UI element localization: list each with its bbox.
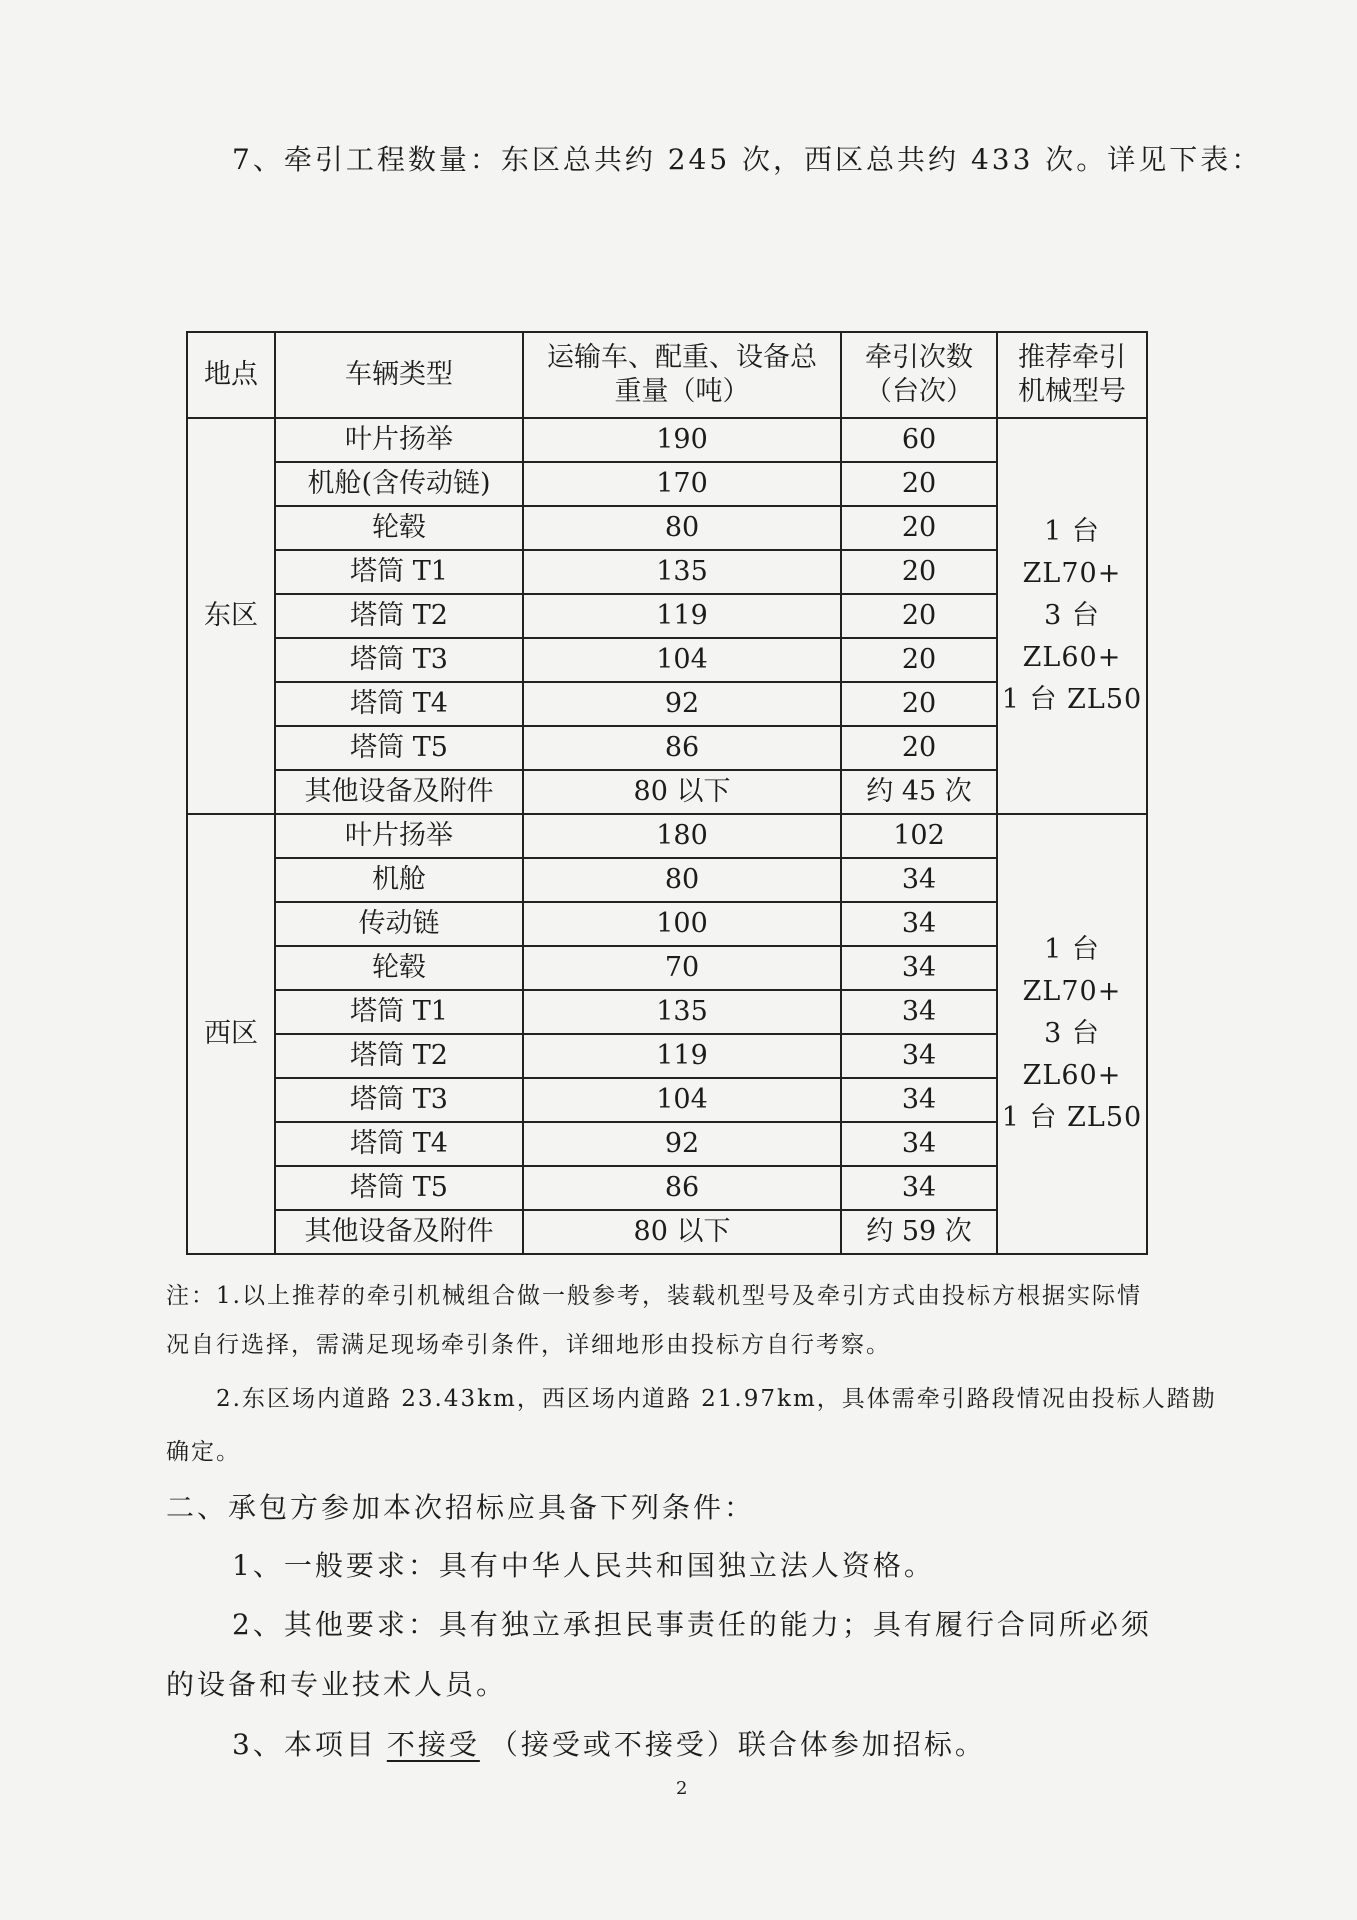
requirement-2-line-1: 2、其他要求：具有独立承担民事责任的能力；具有履行合同所必须 [232, 1608, 1152, 1641]
header-location: 地点 [187, 332, 275, 418]
header-vehicle-type: 车辆类型 [275, 332, 523, 418]
traction-count: 34 [841, 1034, 997, 1078]
vehicle-type: 传动链 [275, 902, 523, 946]
total-weight: 170 [523, 462, 841, 506]
traction-count: 34 [841, 1078, 997, 1122]
machine-line: 1 台 ZL50 [1001, 683, 1143, 715]
total-weight: 190 [523, 418, 841, 462]
vehicle-type: 机舱 [275, 858, 523, 902]
traction-count: 34 [841, 1166, 997, 1210]
machine-line: 3 台 ZL60+ [1022, 600, 1122, 673]
total-weight: 135 [523, 990, 841, 1034]
note-2-line-1: 2.东区场内道路 23.43km，西区场内道路 21.97km，具体需牵引路段情况由投标人踏勘 [216, 1386, 1217, 1412]
vehicle-type: 轮毂 [275, 946, 523, 990]
total-weight: 100 [523, 902, 841, 946]
vehicle-type: 塔筒 T5 [275, 726, 523, 770]
traction-count: 20 [841, 638, 997, 682]
total-weight: 80 [523, 858, 841, 902]
consortium-fill-in: 不接受 [386, 1728, 480, 1761]
section-2-title: 二、承包方参加本次招标应具备下列条件： [166, 1491, 756, 1524]
requirement-1: 1、一般要求：具有中华人民共和国独立法人资格。 [232, 1549, 935, 1582]
traction-count: 20 [841, 594, 997, 638]
traction-count: 20 [841, 726, 997, 770]
vehicle-type: 塔筒 T4 [275, 1122, 523, 1166]
east-recommended-machine [997, 418, 1147, 814]
header-traction-count: 牵引次数（台次） [841, 332, 997, 418]
vehicle-type: 其他设备及附件 [275, 1210, 523, 1254]
traction-table [186, 331, 1148, 1255]
machine-line: 1 台 ZL70+ [1022, 934, 1122, 1008]
total-weight: 80 以下 [523, 770, 841, 814]
total-weight: 86 [523, 1166, 841, 1210]
note-1-line-1: 注：1.以上推荐的牵引机械组合做一般参考，装载机型号及牵引方式由投标方根据实际情 [166, 1283, 1142, 1309]
requirement-3-prefix: 3、本项目 [232, 1728, 377, 1761]
header-total-weight: 运输车、配重、设备总重量（吨） [523, 332, 841, 418]
table-row [187, 814, 1147, 858]
header-recommended-machine: 推荐牵引机械型号 [997, 332, 1147, 418]
requirement-3-suffix: （接受或不接受）联合体参加招标。 [489, 1728, 986, 1761]
traction-count: 20 [841, 682, 997, 726]
vehicle-type: 塔筒 T1 [275, 990, 523, 1034]
west-recommended-machine [997, 814, 1147, 1254]
requirement-2-line-2: 的设备和专业技术人员。 [166, 1668, 508, 1701]
region-west: 西区 [187, 814, 275, 1254]
total-weight: 92 [523, 1122, 841, 1166]
traction-count: 20 [841, 506, 997, 550]
vehicle-type: 其他设备及附件 [275, 770, 523, 814]
traction-count: 约 45 次 [841, 770, 997, 814]
traction-count: 102 [841, 814, 997, 858]
total-weight: 92 [523, 682, 841, 726]
total-weight: 80 [523, 506, 841, 550]
traction-count: 20 [841, 550, 997, 594]
machine-line: 3 台 ZL60+ [1022, 1018, 1122, 1091]
traction-count: 34 [841, 946, 997, 990]
vehicle-type: 叶片扬举 [275, 814, 523, 858]
traction-count: 34 [841, 990, 997, 1034]
vehicle-type: 叶片扬举 [275, 418, 523, 462]
total-weight: 80 以下 [523, 1210, 841, 1254]
total-weight: 86 [523, 726, 841, 770]
table-row [187, 418, 1147, 462]
traction-count: 约 59 次 [841, 1210, 997, 1254]
table-header-row [187, 332, 1147, 418]
total-weight: 104 [523, 1078, 841, 1122]
vehicle-type: 塔筒 T3 [275, 1078, 523, 1122]
vehicle-type: 塔筒 T2 [275, 1034, 523, 1078]
machine-line: 1 台 ZL70+ [1022, 516, 1122, 590]
vehicle-type: 塔筒 T5 [275, 1166, 523, 1210]
total-weight: 70 [523, 946, 841, 990]
traction-count: 60 [841, 418, 997, 462]
total-weight: 180 [523, 814, 841, 858]
region-east: 东区 [187, 418, 275, 814]
page-number: 2 [676, 1778, 688, 1799]
total-weight: 135 [523, 550, 841, 594]
note-1-line-2: 况自行选择，需满足现场牵引条件，详细地形由投标方自行考察。 [166, 1332, 891, 1358]
machine-line: 1 台 ZL50 [1001, 1101, 1143, 1133]
vehicle-type: 塔筒 T4 [275, 682, 523, 726]
traction-count: 34 [841, 858, 997, 902]
total-weight: 119 [523, 1034, 841, 1078]
total-weight: 104 [523, 638, 841, 682]
note-2-line-2: 确定。 [166, 1439, 241, 1465]
vehicle-type: 塔筒 T1 [275, 550, 523, 594]
traction-count: 20 [841, 462, 997, 506]
vehicle-type: 塔筒 T3 [275, 638, 523, 682]
requirement-3 [232, 1723, 986, 1763]
total-weight: 119 [523, 594, 841, 638]
traction-count: 34 [841, 1122, 997, 1166]
traction-quantity-intro: 7、牵引工程数量：东区总共约 245 次，西区总共约 433 次。详见下表： [232, 143, 1263, 176]
traction-count: 34 [841, 902, 997, 946]
vehicle-type: 塔筒 T2 [275, 594, 523, 638]
vehicle-type: 轮毂 [275, 506, 523, 550]
vehicle-type: 机舱(含传动链) [275, 462, 523, 506]
